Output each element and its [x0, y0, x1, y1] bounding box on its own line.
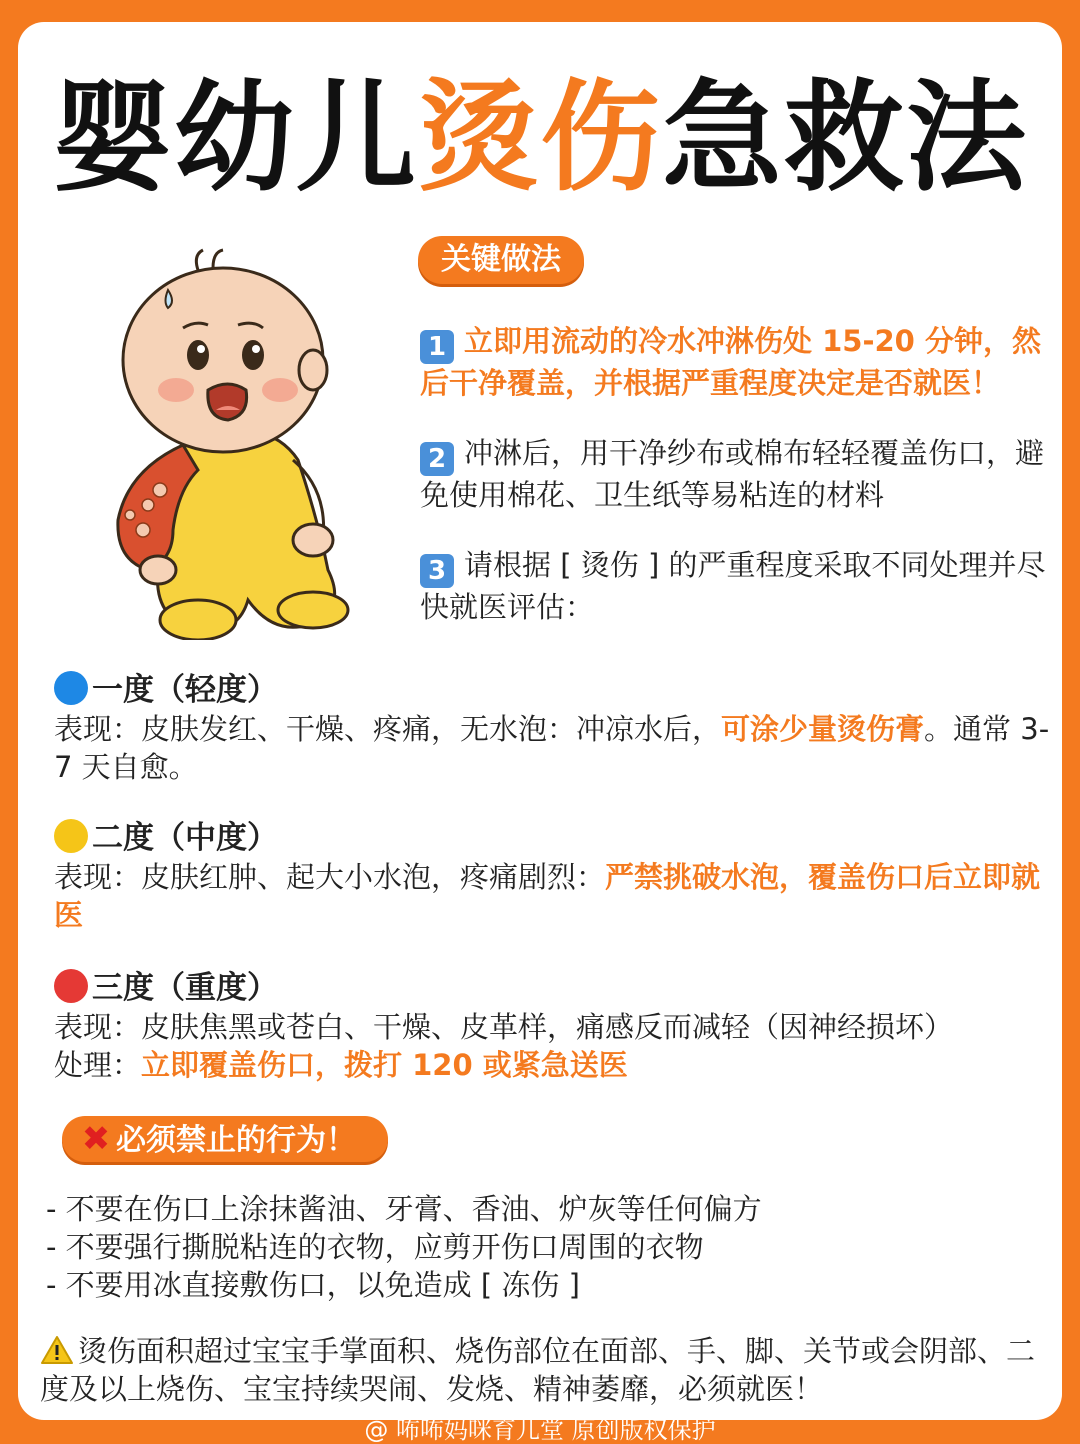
warning-icon [40, 1335, 74, 1365]
copyright-footer: @ 咘咘妈咪育儿堂 原创版权保护 [364, 1416, 716, 1444]
warning-note [40, 1332, 1060, 1408]
blue-circle-icon [54, 671, 88, 705]
second-degree-treatment: 严禁挑破水泡，覆盖伤口后立即就医 [54, 860, 1041, 932]
step-1 [420, 322, 1060, 402]
third-degree-treatment-line [54, 1046, 1054, 1084]
keycap-2-icon: 2 [420, 442, 454, 476]
step-3-text: 请根据 [ 烫伤 ] 的严重程度采取不同处理并尽快就医评估： [420, 548, 1046, 624]
third-degree-section [54, 968, 1054, 1084]
third-degree-title: 三度（重度） [92, 970, 278, 1006]
warning-text: 烫伤面积超过宝宝手掌面积、烧伤部位在面部、手、脚、关节或会阴部、二度及以上烧伤、宝宝持续哭闹、发烧、精神萎靡，必须就医！ [40, 1334, 1036, 1406]
infographic-card [18, 22, 1062, 1420]
first-degree-heading [54, 670, 1054, 710]
title-part-2: 烫伤 [418, 69, 662, 208]
second-degree-symptoms: 皮肤红肿、起大小水泡，疼痛剧烈： [141, 860, 606, 894]
second-degree-body [54, 858, 1054, 934]
keycap-1-icon: 1 [420, 330, 454, 364]
first-degree-symptoms: 皮肤发红、干燥、疼痛，无水泡：冲凉水后， [141, 712, 722, 746]
key-actions-label: 关键做法 [418, 236, 584, 284]
third-degree-treatment: 立即覆盖伤口，拨打 120 或紧急送医 [141, 1048, 628, 1082]
prohibited-list [46, 1190, 1046, 1304]
first-degree-title: 一度（轻度） [92, 672, 278, 708]
symptom-label: 表现： [54, 1010, 142, 1044]
third-degree-symptoms-line [54, 1008, 1054, 1046]
first-degree-section [54, 670, 1054, 786]
symptom-label: 表现： [54, 712, 142, 746]
title-part-3: 急救法 [662, 69, 1028, 208]
step-1-text: 立即用流动的冷水冲淋伤处 15-20 分钟，然后干净覆盖，并根据严重程度决定是否就医！ [420, 324, 1041, 400]
treatment-label: 处理： [54, 1048, 142, 1082]
red-circle-icon [54, 969, 88, 1003]
first-degree-body [54, 710, 1054, 786]
second-degree-section [54, 818, 1054, 934]
keycap-3-icon: 3 [420, 554, 454, 588]
cross-mark-icon: ✖ [81, 1119, 111, 1159]
step-2 [420, 434, 1060, 514]
list-item: - 不要用冰直接敷伤口，以免造成 [ 冻伤 ] [46, 1268, 580, 1302]
symptom-label: 表现： [54, 860, 142, 894]
crying-baby-illustration [88, 240, 388, 640]
list-item: - 不要在伤口上涂抹酱油、牙膏、香油、炉灰等任何偏方 [46, 1192, 762, 1226]
second-degree-heading [54, 818, 1054, 858]
title-part-1: 婴幼儿 [52, 69, 418, 208]
first-degree-treatment: 可涂少量烫伤膏 [721, 712, 925, 746]
yellow-circle-icon [54, 819, 88, 853]
step-3 [420, 546, 1060, 626]
list-item: - 不要强行撕脱粘连的衣物，应剪开伤口周围的衣物 [46, 1230, 704, 1264]
prohibited-actions-text: 必须禁止的行为！ [116, 1123, 356, 1158]
page-title [18, 69, 1062, 208]
first-degree-tail: 。通常 3-7 天自愈。 [54, 712, 1050, 784]
prohibited-actions-label [62, 1116, 388, 1162]
second-degree-title: 二度（中度） [92, 820, 278, 856]
third-degree-heading [54, 968, 1054, 1008]
step-2-text: 冲淋后，用干净纱布或棉布轻轻覆盖伤口，避免使用棉花、卫生纸等易粘连的材料 [420, 436, 1045, 512]
third-degree-symptoms: 皮肤焦黑或苍白、干燥、皮革样，痛感反而减轻（因神经损坏） [141, 1010, 954, 1044]
